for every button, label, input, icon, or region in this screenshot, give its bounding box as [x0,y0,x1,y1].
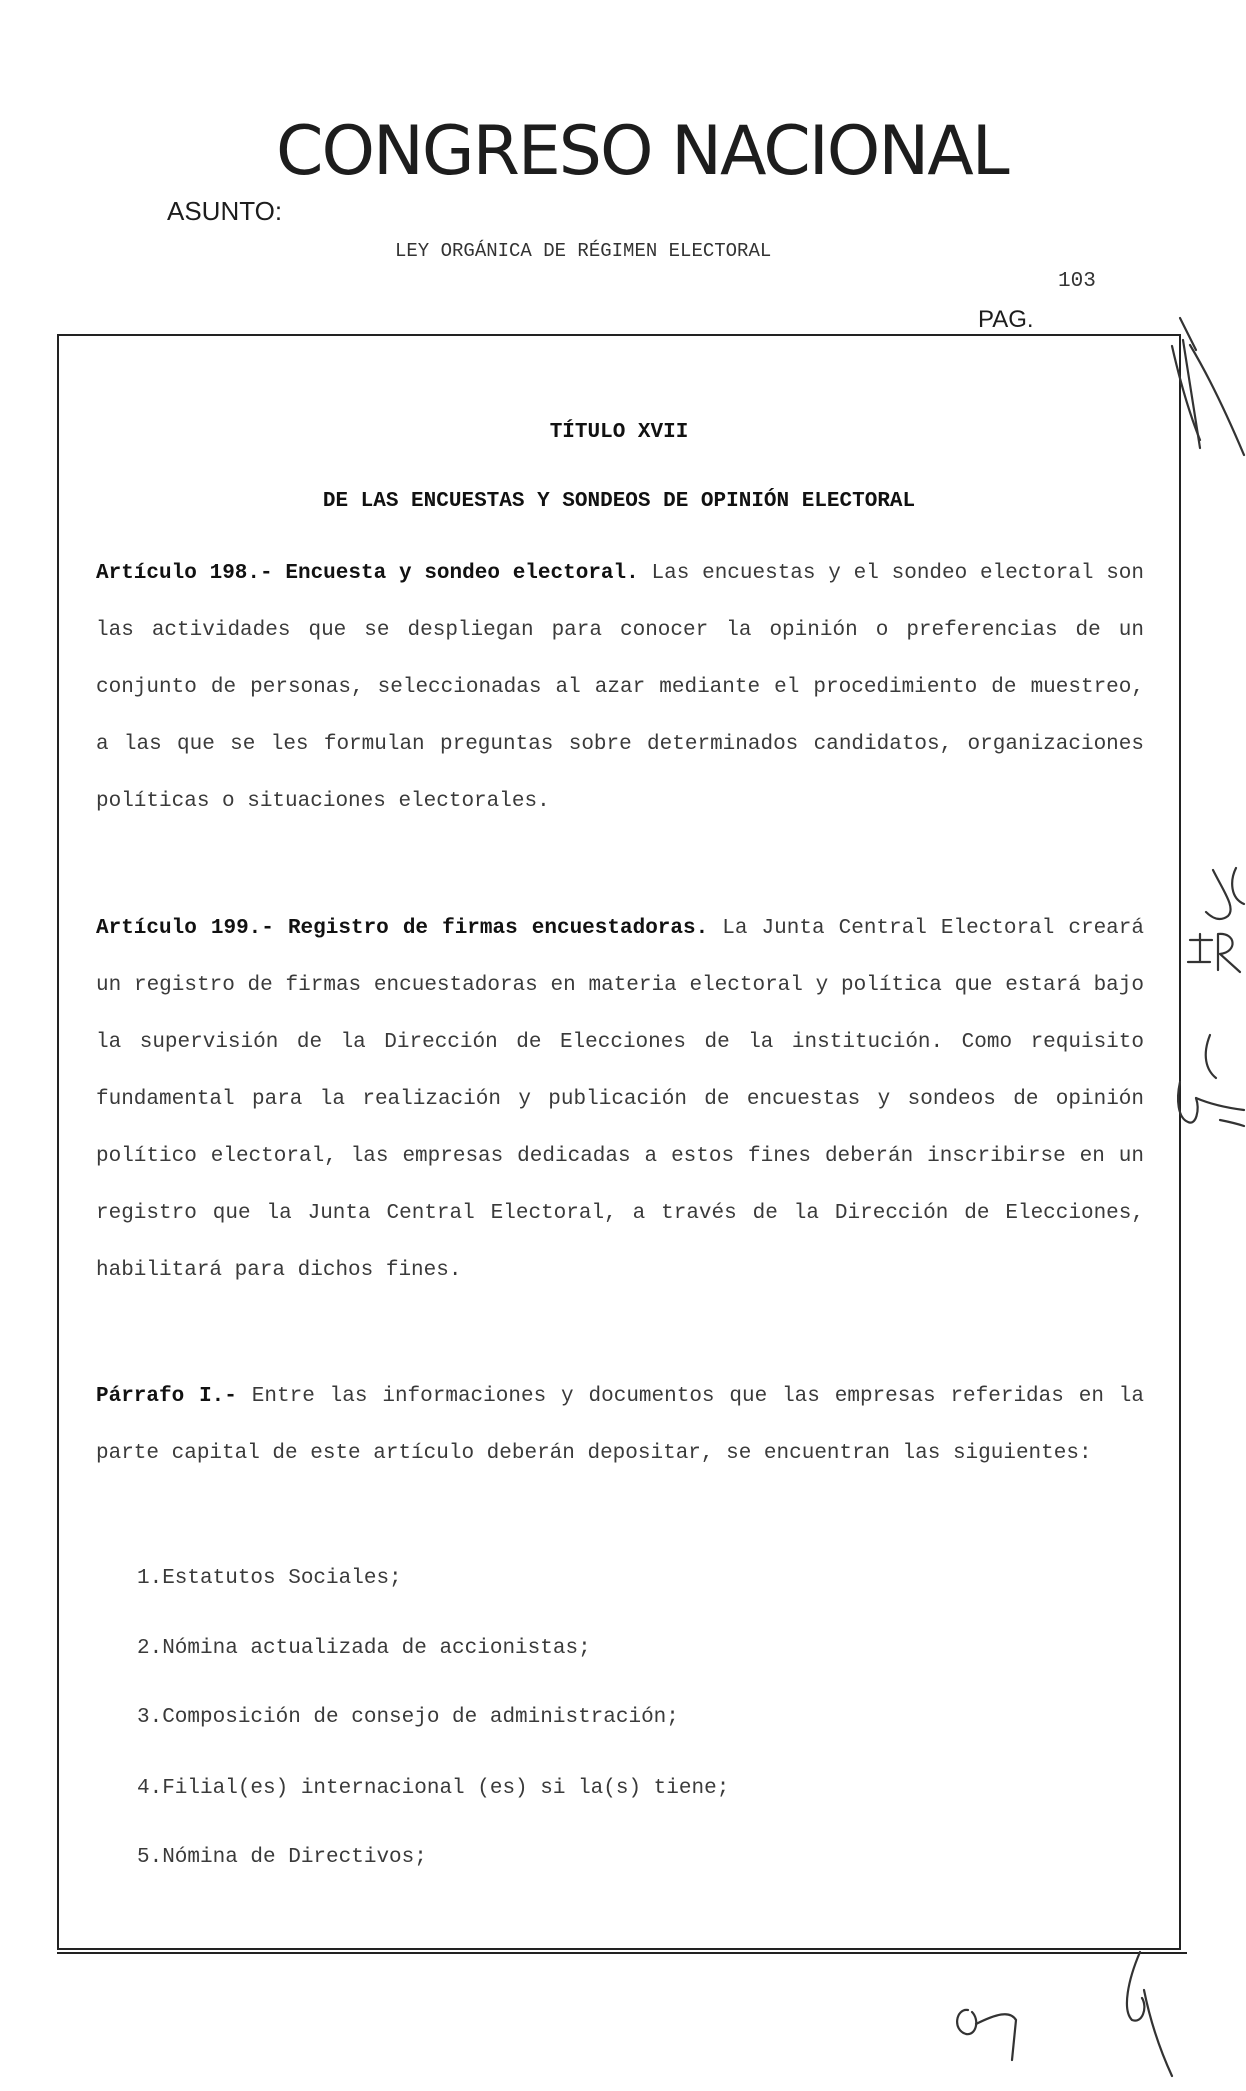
parrafo-1-heading: Párrafo I.- [96,1385,237,1408]
initial-mark-top-right [1172,318,1244,455]
list-item: 2.Nómina actualizada de accionistas; [137,1637,591,1660]
article-198-heading: Artículo 198.- Encuesta y sondeo electoral. [96,562,639,585]
parrafo-1-text: Entre las informaciones y documentos que las empresas referidas en la parte capital de este artículo deberán depositar, se encuentran las siguientes: [96,1385,1145,1465]
list-item: 1.Estatutos Sociales; [137,1567,402,1590]
pag-label: PAG. [978,306,1034,333]
header-title: CONGRESO NACIONAL [276,112,1008,191]
asunto-label: ASUNTO: [167,196,283,226]
list-item: 5.Nómina de Directivos; [137,1846,427,1869]
document-subtitle: DE LAS ENCUESTAS Y SONDEOS DE OPINIÓN ELECTORAL [322,490,916,513]
list-item: 3.Composición de consejo de administración; [137,1706,679,1729]
article-199-heading: Artículo 199.- Registro de firmas encuestadoras. [96,917,709,940]
page-number: 103 [1058,270,1096,293]
document-title: TÍTULO XVII [549,421,689,444]
signature-mark-bottom [957,1952,1172,2076]
signature-mark-right-margin [1178,1035,1244,1126]
article-198-text: Las encuestas y el sondeo electoral son las actividades que se despliegan para conocer la opinión o preferencias de un conjunto de personas, seleccionadas al azar mediante el procedimiento de muestreo, a las que se les formulan preguntas sobre determinados candidatos, organizaciones políticas o situaciones electorales. [96,562,1145,813]
asunto-value: LEY ORGÁNICA DE RÉGIMEN ELECTORAL [395,240,772,262]
initials-mark-right-margin [1188,868,1244,972]
article-199-text: La Junta Central Electoral creará un registro de firmas encuestadoras en materia electoral y política que estará bajo la supervisión de la Dirección de Elecciones de la institución. Como requisito fundamental para la realización y publicación de encuestas y sondeos de opinión político electoral, las empresas dedicadas a estos fines deberán inscribirse en un registro que la Junta Central Electoral, a través de la Dirección de Elecciones, habilitará para dichos fines. [96,917,1144,1282]
list-item: 4.Filial(es) internacional (es) si la(s) tiene; [137,1777,730,1800]
